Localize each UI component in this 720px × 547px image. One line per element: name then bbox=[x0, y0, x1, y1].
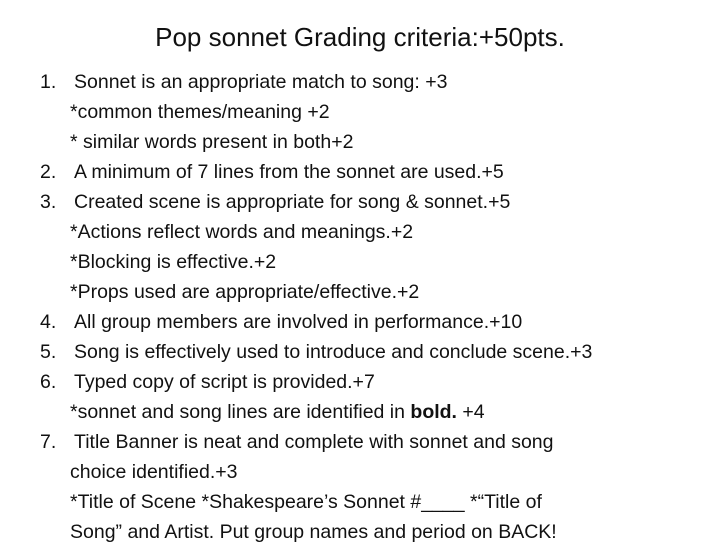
sub-item-text-before: *sonnet and song lines are identified in bbox=[70, 401, 411, 423]
item-text: Song is effectively used to introduce and conclude scene.+3 bbox=[74, 341, 593, 363]
item-text: Created scene is appropriate for song & sonnet.+5 bbox=[74, 191, 511, 213]
sub-item bbox=[40, 127, 700, 157]
list-item bbox=[40, 307, 700, 337]
item-continuation-text: choice identified.+3 bbox=[70, 461, 238, 483]
criteria-list bbox=[40, 67, 700, 547]
sub-item-text: *Props used are appropriate/effective.+2 bbox=[70, 281, 420, 303]
sub-item bbox=[40, 247, 700, 277]
sub-item-text: Song” and Artist. Put group names and period on BACK! bbox=[70, 521, 557, 543]
sub-item-text: * similar words present in both+2 bbox=[70, 131, 354, 153]
list-item bbox=[40, 187, 700, 217]
sub-item-text: *Title of Scene *Shakespeare’s Sonnet #____ *“Title of bbox=[70, 491, 542, 513]
item-number: 5. bbox=[40, 341, 57, 363]
item-text: Title Banner is neat and complete with sonnet and song bbox=[74, 431, 554, 453]
list-item bbox=[40, 367, 700, 397]
sub-item bbox=[40, 397, 700, 427]
sub-item-text: *common themes/meaning +2 bbox=[70, 101, 330, 123]
list-item bbox=[40, 157, 700, 187]
sub-item bbox=[40, 517, 700, 547]
item-text: All group members are involved in performance.+10 bbox=[74, 311, 523, 333]
item-number: 2. bbox=[40, 161, 57, 183]
sub-item-text bbox=[70, 397, 485, 427]
item-text: A minimum of 7 lines from the sonnet are used.+5 bbox=[74, 161, 504, 183]
sub-item bbox=[40, 277, 700, 307]
sub-item bbox=[40, 217, 700, 247]
item-number: 1. bbox=[40, 71, 57, 93]
item-number: 3. bbox=[40, 191, 57, 213]
item-number: 7. bbox=[40, 431, 57, 453]
item-number: 4. bbox=[40, 311, 57, 333]
item-number: 6. bbox=[40, 371, 57, 393]
sub-item bbox=[40, 487, 700, 517]
sub-item-text: *Blocking is effective.+2 bbox=[70, 251, 277, 273]
page-title: Pop sonnet Grading criteria:+50pts. bbox=[155, 22, 565, 52]
item-text: Typed copy of script is provided.+7 bbox=[74, 371, 375, 393]
sub-item-text-after: +4 bbox=[456, 401, 485, 423]
sub-item-text: *Actions reflect words and meanings.+2 bbox=[70, 221, 414, 243]
bold-word: bold. bbox=[410, 401, 457, 423]
item-text: Sonnet is an appropriate match to song: +3 bbox=[74, 71, 448, 93]
list-item bbox=[40, 67, 700, 97]
list-item bbox=[40, 427, 700, 457]
list-item bbox=[40, 337, 700, 367]
sub-item bbox=[40, 97, 700, 127]
item-continuation bbox=[40, 457, 700, 487]
